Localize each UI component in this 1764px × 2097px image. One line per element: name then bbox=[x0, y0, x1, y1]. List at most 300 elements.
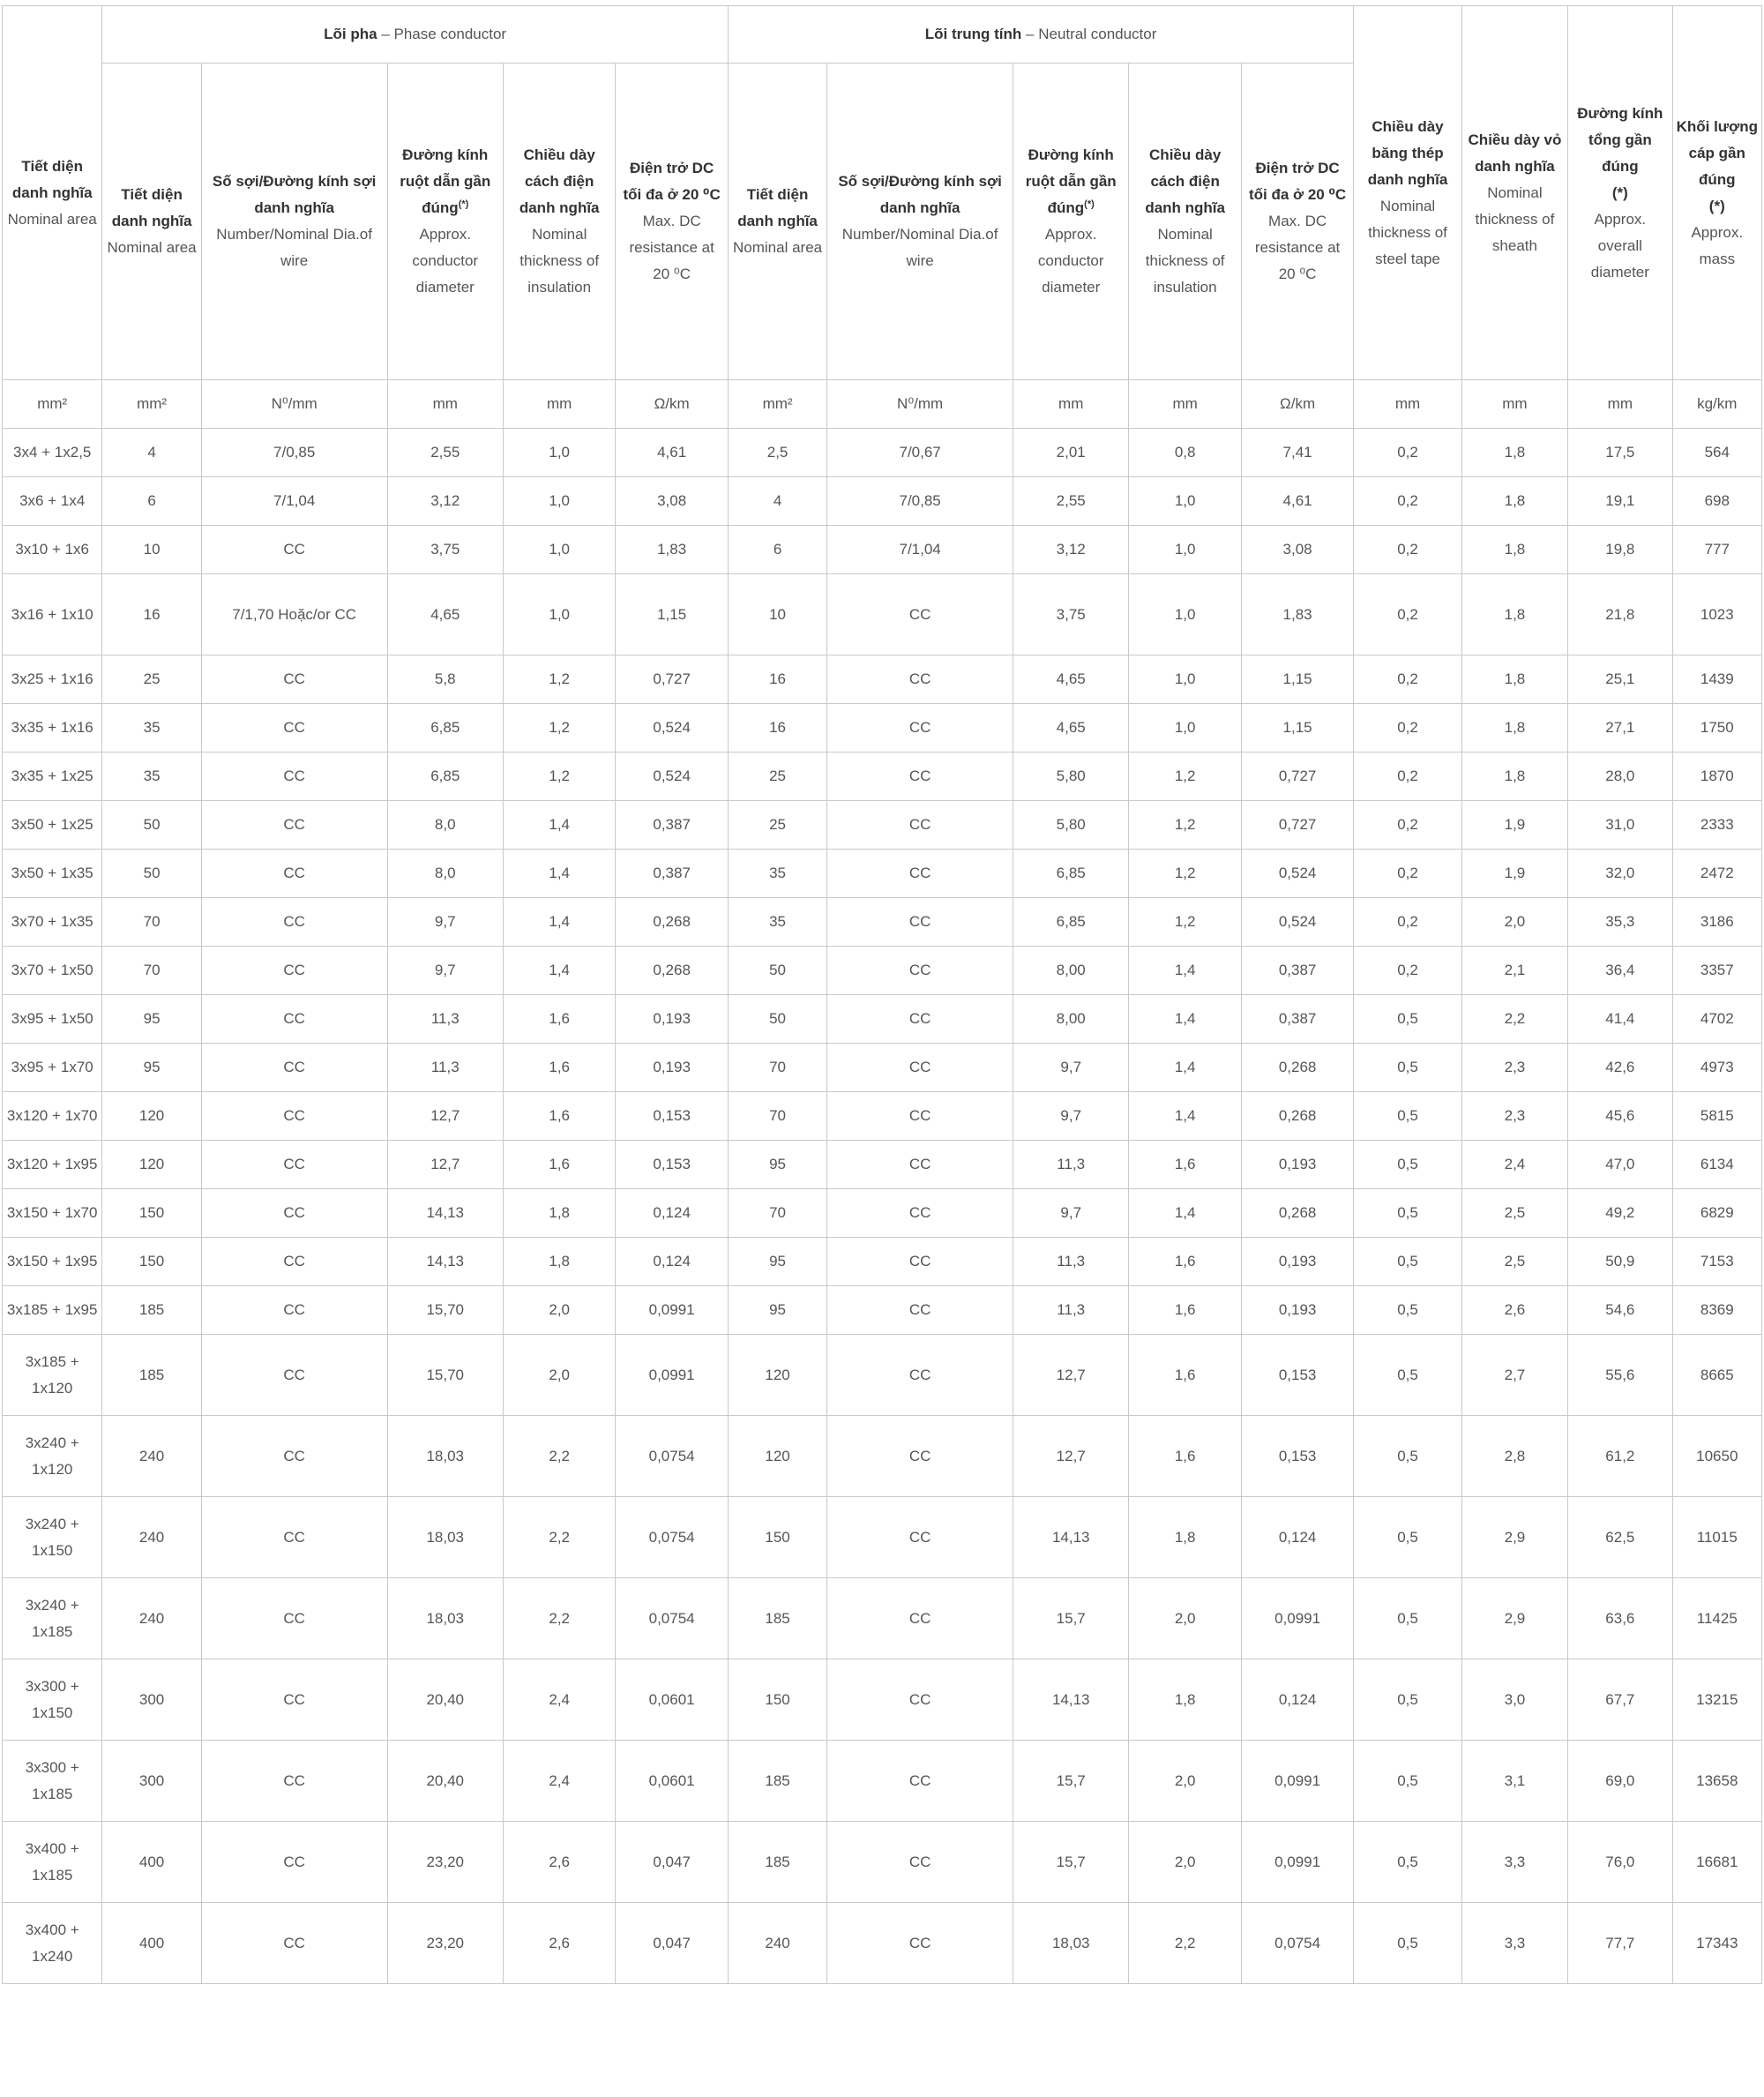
header-phase-insulation: Chiều dày cách điện danh nghĩa Nominal thickness of insulation bbox=[503, 64, 615, 380]
table-cell: 11,3 bbox=[1013, 1141, 1128, 1189]
table-cell: 0,0754 bbox=[616, 1578, 728, 1659]
table-cell: CC bbox=[827, 1141, 1013, 1189]
table-cell: 9,7 bbox=[1013, 1092, 1128, 1141]
table-cell: 185 bbox=[728, 1578, 826, 1659]
table-cell: 0,524 bbox=[616, 704, 728, 753]
table-cell: 1,8 bbox=[1461, 574, 1567, 655]
table-cell: 0,387 bbox=[1241, 995, 1353, 1044]
table-cell: 3,12 bbox=[387, 477, 503, 526]
table-cell: 185 bbox=[728, 1822, 826, 1903]
table-cell: CC bbox=[827, 1044, 1013, 1092]
table-cell: 5815 bbox=[1672, 1092, 1761, 1141]
table-cell: 15,70 bbox=[387, 1286, 503, 1335]
table-cell: 0,0754 bbox=[1241, 1903, 1353, 1984]
table-cell: 6,85 bbox=[387, 704, 503, 753]
table-cell: 70 bbox=[102, 898, 201, 947]
table-cell: 2,1 bbox=[1461, 947, 1567, 995]
table-cell: 1,8 bbox=[1129, 1497, 1241, 1578]
table-cell: 3x400 + 1x185 bbox=[3, 1822, 102, 1903]
table-cell: 25,1 bbox=[1568, 655, 1672, 704]
table-cell: 76,0 bbox=[1568, 1822, 1672, 1903]
table-cell: 1,8 bbox=[1461, 753, 1567, 801]
table-cell: 50 bbox=[728, 995, 826, 1044]
table-cell: 10 bbox=[102, 526, 201, 574]
table-cell: 2,0 bbox=[1461, 898, 1567, 947]
table-cell: 0,047 bbox=[616, 1822, 728, 1903]
header-phase-area: Tiết diện danh nghĩa Nominal area bbox=[102, 64, 201, 380]
table-cell: 5,80 bbox=[1013, 753, 1128, 801]
table-cell: CC bbox=[827, 1659, 1013, 1741]
table-cell: 0,727 bbox=[1241, 753, 1353, 801]
table-cell: 4,61 bbox=[1241, 477, 1353, 526]
table-cell: 35,3 bbox=[1568, 898, 1672, 947]
table-cell: 12,7 bbox=[387, 1092, 503, 1141]
table-cell: 42,6 bbox=[1568, 1044, 1672, 1092]
table-cell: 2,5 bbox=[1461, 1189, 1567, 1238]
table-cell: 8369 bbox=[1672, 1286, 1761, 1335]
table-cell: 120 bbox=[728, 1416, 826, 1497]
table-cell: 0,268 bbox=[1241, 1092, 1353, 1141]
table-cell: CC bbox=[827, 1335, 1013, 1416]
table-cell: 1,6 bbox=[1129, 1416, 1241, 1497]
table-cell: CC bbox=[827, 801, 1013, 850]
table-cell: 1,4 bbox=[1129, 1092, 1241, 1141]
table-cell: 777 bbox=[1672, 526, 1761, 574]
table-cell: 0,124 bbox=[1241, 1659, 1353, 1741]
table-cell: 0,524 bbox=[1241, 850, 1353, 898]
table-cell: 120 bbox=[102, 1092, 201, 1141]
table-cell: 3x95 + 1x70 bbox=[3, 1044, 102, 1092]
table-cell: 0,5 bbox=[1354, 1822, 1461, 1903]
table-cell: 2,5 bbox=[728, 429, 826, 477]
table-cell: 25 bbox=[728, 753, 826, 801]
table-cell: CC bbox=[827, 704, 1013, 753]
table-cell: 5,8 bbox=[387, 655, 503, 704]
table-cell: 2,0 bbox=[1129, 1741, 1241, 1822]
table-cell: 0,5 bbox=[1354, 1335, 1461, 1416]
table-cell: CC bbox=[827, 1092, 1013, 1141]
table-cell: 1,83 bbox=[616, 526, 728, 574]
table-cell: 2,4 bbox=[503, 1741, 615, 1822]
table-row bbox=[3, 850, 1762, 898]
header-neutral-insulation: Chiều dày cách điện danh nghĩa Nominal thickness of insulation bbox=[1129, 64, 1241, 380]
table-cell: 3x4 + 1x2,5 bbox=[3, 429, 102, 477]
table-cell: 3,1 bbox=[1461, 1741, 1567, 1822]
table-cell: 3,08 bbox=[1241, 526, 1353, 574]
unit-cell: Ω/km bbox=[1241, 380, 1353, 429]
table-cell: 7/0,85 bbox=[201, 429, 387, 477]
header-neutral-area: Tiết diện danh nghĩa Nominal area bbox=[728, 64, 826, 380]
table-cell: 18,03 bbox=[387, 1497, 503, 1578]
table-cell: 0,193 bbox=[1241, 1141, 1353, 1189]
table-cell: 16681 bbox=[1672, 1822, 1761, 1903]
table-cell: 12,7 bbox=[1013, 1416, 1128, 1497]
table-cell: 185 bbox=[102, 1335, 201, 1416]
table-cell: 2,4 bbox=[1461, 1141, 1567, 1189]
table-cell: 11425 bbox=[1672, 1578, 1761, 1659]
table-cell: 15,7 bbox=[1013, 1822, 1128, 1903]
table-cell: CC bbox=[201, 1044, 387, 1092]
table-cell: 1,6 bbox=[1129, 1238, 1241, 1286]
table-cell: 5,80 bbox=[1013, 801, 1128, 850]
table-cell: CC bbox=[201, 1335, 387, 1416]
table-cell: 4973 bbox=[1672, 1044, 1761, 1092]
table-cell: 3x400 + 1x240 bbox=[3, 1903, 102, 1984]
table-cell: 300 bbox=[102, 1659, 201, 1741]
table-cell: 35 bbox=[728, 850, 826, 898]
table-cell: CC bbox=[827, 1189, 1013, 1238]
unit-cell: N⁰/mm bbox=[201, 380, 387, 429]
table-cell: CC bbox=[827, 850, 1013, 898]
table-cell: 6,85 bbox=[1013, 898, 1128, 947]
table-cell: 0,8 bbox=[1129, 429, 1241, 477]
table-cell: 2,9 bbox=[1461, 1497, 1567, 1578]
table-cell: 17,5 bbox=[1568, 429, 1672, 477]
table-cell: 1,8 bbox=[503, 1189, 615, 1238]
table-cell: 0,153 bbox=[616, 1141, 728, 1189]
table-cell: 0,387 bbox=[1241, 947, 1353, 995]
table-cell: 70 bbox=[728, 1189, 826, 1238]
header-neutral-wires: Số sợi/Đường kính sợi danh nghĩa Number/Nominal Dia.of wire bbox=[827, 64, 1013, 380]
table-row bbox=[3, 1044, 1762, 1092]
table-cell: 0,124 bbox=[1241, 1497, 1353, 1578]
table-cell: 1,0 bbox=[1129, 526, 1241, 574]
table-cell: 9,7 bbox=[1013, 1044, 1128, 1092]
table-cell: 4,65 bbox=[387, 574, 503, 655]
table-cell: 2,4 bbox=[503, 1659, 615, 1741]
header-steel-tape: Chiều dày băng thép danh nghĩa Nominal thickness of steel tape bbox=[1354, 6, 1461, 380]
table-cell: 6134 bbox=[1672, 1141, 1761, 1189]
table-cell: 4,65 bbox=[1013, 704, 1128, 753]
table-cell: 11,3 bbox=[387, 1044, 503, 1092]
table-row bbox=[3, 526, 1762, 574]
table-cell: 0,2 bbox=[1354, 947, 1461, 995]
table-cell: 3x240 + 1x150 bbox=[3, 1497, 102, 1578]
unit-cell: mm bbox=[503, 380, 615, 429]
table-cell: 11,3 bbox=[387, 995, 503, 1044]
table-cell: 3x150 + 1x70 bbox=[3, 1189, 102, 1238]
table-cell: 0,5 bbox=[1354, 1741, 1461, 1822]
table-cell: 0,5 bbox=[1354, 1238, 1461, 1286]
table-cell: 240 bbox=[728, 1903, 826, 1984]
table-cell: 2,55 bbox=[387, 429, 503, 477]
table-cell: 1,15 bbox=[1241, 704, 1353, 753]
table-cell: 0,524 bbox=[1241, 898, 1353, 947]
table-cell: 61,2 bbox=[1568, 1416, 1672, 1497]
header-neutral-conductor-diameter: Đường kính ruột dẫn gần đúng(*) Approx. conductor diameter bbox=[1013, 64, 1128, 380]
table-cell: 0,5 bbox=[1354, 1189, 1461, 1238]
table-cell: CC bbox=[827, 1286, 1013, 1335]
header-mass: Khối lượng cáp gần đúng (*) Approx. mass bbox=[1672, 6, 1761, 380]
table-row bbox=[3, 1189, 1762, 1238]
table-cell: 2,0 bbox=[503, 1286, 615, 1335]
table-row bbox=[3, 1141, 1762, 1189]
unit-cell: mm² bbox=[728, 380, 826, 429]
table-cell: 0,153 bbox=[616, 1092, 728, 1141]
table-cell: 4 bbox=[728, 477, 826, 526]
table-cell: CC bbox=[827, 753, 1013, 801]
table-cell: CC bbox=[201, 753, 387, 801]
table-cell: 11015 bbox=[1672, 1497, 1761, 1578]
table-cell: 95 bbox=[728, 1141, 826, 1189]
table-cell: 1,8 bbox=[503, 1238, 615, 1286]
table-row bbox=[3, 1497, 1762, 1578]
table-row bbox=[3, 429, 1762, 477]
table-cell: CC bbox=[201, 850, 387, 898]
table-cell: 1,0 bbox=[503, 429, 615, 477]
table-cell: 0,124 bbox=[616, 1238, 728, 1286]
table-cell: 20,40 bbox=[387, 1741, 503, 1822]
table-cell: 4,65 bbox=[1013, 655, 1128, 704]
table-cell: 1,6 bbox=[1129, 1335, 1241, 1416]
table-cell: 2,3 bbox=[1461, 1092, 1567, 1141]
table-cell: 1,2 bbox=[1129, 850, 1241, 898]
table-cell: 2,2 bbox=[1461, 995, 1567, 1044]
table-cell: 1,83 bbox=[1241, 574, 1353, 655]
table-cell: 3,75 bbox=[1013, 574, 1128, 655]
table-cell: 50 bbox=[102, 801, 201, 850]
table-cell: 1,2 bbox=[1129, 753, 1241, 801]
table-cell: 0,5 bbox=[1354, 1141, 1461, 1189]
table-cell: 70 bbox=[102, 947, 201, 995]
table-cell: 1439 bbox=[1672, 655, 1761, 704]
table-cell: 3x120 + 1x95 bbox=[3, 1141, 102, 1189]
table-cell: 1,4 bbox=[1129, 995, 1241, 1044]
table-cell: CC bbox=[201, 1903, 387, 1984]
table-cell: 1,9 bbox=[1461, 801, 1567, 850]
table-cell: 35 bbox=[102, 753, 201, 801]
table-cell: 0,2 bbox=[1354, 526, 1461, 574]
table-cell: 1023 bbox=[1672, 574, 1761, 655]
table-cell: 1,2 bbox=[503, 704, 615, 753]
table-cell: 0,0991 bbox=[1241, 1822, 1353, 1903]
table-cell: 0,193 bbox=[616, 1044, 728, 1092]
table-cell: 50,9 bbox=[1568, 1238, 1672, 1286]
table-cell: 0,5 bbox=[1354, 1416, 1461, 1497]
table-cell: 2,2 bbox=[503, 1578, 615, 1659]
table-cell: 0,5 bbox=[1354, 1044, 1461, 1092]
table-row bbox=[3, 1092, 1762, 1141]
table-row bbox=[3, 704, 1762, 753]
table-cell: 1,0 bbox=[1129, 477, 1241, 526]
table-cell: CC bbox=[201, 1416, 387, 1497]
table-cell: 150 bbox=[728, 1497, 826, 1578]
table-cell: 77,7 bbox=[1568, 1903, 1672, 1984]
unit-cell: N⁰/mm bbox=[827, 380, 1013, 429]
table-cell: 3x70 + 1x50 bbox=[3, 947, 102, 995]
table-cell: 0,0601 bbox=[616, 1659, 728, 1741]
table-cell: 8,00 bbox=[1013, 995, 1128, 1044]
table-cell: 2333 bbox=[1672, 801, 1761, 850]
table-cell: 1,4 bbox=[503, 898, 615, 947]
table-cell: 1870 bbox=[1672, 753, 1761, 801]
table-cell: 2,2 bbox=[503, 1416, 615, 1497]
table-cell: 4702 bbox=[1672, 995, 1761, 1044]
table-cell: 698 bbox=[1672, 477, 1761, 526]
table-cell: 18,03 bbox=[387, 1416, 503, 1497]
header-neutral-resistance: Điện trở DC tối đa ở 20 ⁰C Max. DC resistance at 20 ⁰C bbox=[1241, 64, 1353, 380]
table-cell: 55,6 bbox=[1568, 1335, 1672, 1416]
table-cell: 8665 bbox=[1672, 1335, 1761, 1416]
table-cell: 1,6 bbox=[503, 1092, 615, 1141]
table-cell: 564 bbox=[1672, 429, 1761, 477]
unit-cell: mm bbox=[1354, 380, 1461, 429]
table-cell: CC bbox=[827, 1741, 1013, 1822]
table-cell: 0,0754 bbox=[616, 1416, 728, 1497]
unit-cell: mm bbox=[387, 380, 503, 429]
table-cell: 3357 bbox=[1672, 947, 1761, 995]
table-cell: 95 bbox=[102, 1044, 201, 1092]
table-cell: 20,40 bbox=[387, 1659, 503, 1741]
table-cell: 10650 bbox=[1672, 1416, 1761, 1497]
table-cell: 0,2 bbox=[1354, 704, 1461, 753]
table-cell: 70 bbox=[728, 1044, 826, 1092]
table-cell: 1,8 bbox=[1461, 704, 1567, 753]
table-cell: 9,7 bbox=[387, 898, 503, 947]
table-cell: 0,5 bbox=[1354, 995, 1461, 1044]
table-cell: CC bbox=[827, 1497, 1013, 1578]
table-cell: 15,70 bbox=[387, 1335, 503, 1416]
table-cell: 45,6 bbox=[1568, 1092, 1672, 1141]
table-cell: 9,7 bbox=[387, 947, 503, 995]
table-cell: 8,0 bbox=[387, 801, 503, 850]
table-cell: 0,5 bbox=[1354, 1903, 1461, 1984]
table-cell: CC bbox=[201, 526, 387, 574]
table-row bbox=[3, 1286, 1762, 1335]
unit-cell: mm bbox=[1461, 380, 1567, 429]
table-cell: CC bbox=[201, 1141, 387, 1189]
table-row bbox=[3, 477, 1762, 526]
table-cell: 0,2 bbox=[1354, 850, 1461, 898]
table-cell: CC bbox=[827, 1578, 1013, 1659]
table-body bbox=[3, 380, 1762, 1984]
table-cell: 1,6 bbox=[503, 995, 615, 1044]
table-cell: 3,08 bbox=[616, 477, 728, 526]
table-cell: 95 bbox=[728, 1286, 826, 1335]
table-cell: 2472 bbox=[1672, 850, 1761, 898]
table-cell: 0,524 bbox=[616, 753, 728, 801]
table-cell: 1,15 bbox=[616, 574, 728, 655]
table-cell: 0,727 bbox=[616, 655, 728, 704]
table-cell: 4,61 bbox=[616, 429, 728, 477]
table-cell: 9,7 bbox=[1013, 1189, 1128, 1238]
table-cell: CC bbox=[201, 1286, 387, 1335]
table-cell: 3x300 + 1x150 bbox=[3, 1659, 102, 1741]
table-cell: 35 bbox=[102, 704, 201, 753]
table-cell: 0,193 bbox=[616, 995, 728, 1044]
table-row bbox=[3, 1659, 1762, 1741]
unit-cell: mm bbox=[1013, 380, 1128, 429]
table-row bbox=[3, 1741, 1762, 1822]
header-neutral-group: Lõi trung tính – Neutral conductor bbox=[728, 6, 1353, 64]
table-cell: 150 bbox=[102, 1238, 201, 1286]
table-cell: 3x150 + 1x95 bbox=[3, 1238, 102, 1286]
table-cell: 41,4 bbox=[1568, 995, 1672, 1044]
table-cell: 21,8 bbox=[1568, 574, 1672, 655]
table-cell: 18,03 bbox=[1013, 1903, 1128, 1984]
table-cell: 7/1,70 Hoặc/or CC bbox=[201, 574, 387, 655]
table-cell: 0,5 bbox=[1354, 1497, 1461, 1578]
table-cell: 25 bbox=[102, 655, 201, 704]
table-cell: 0,124 bbox=[616, 1189, 728, 1238]
table-cell: 1,0 bbox=[503, 526, 615, 574]
table-cell: 0,193 bbox=[1241, 1238, 1353, 1286]
table-cell: CC bbox=[827, 1822, 1013, 1903]
table-cell: 400 bbox=[102, 1903, 201, 1984]
table-cell: 0,047 bbox=[616, 1903, 728, 1984]
table-row bbox=[3, 947, 1762, 995]
table-row bbox=[3, 1238, 1762, 1286]
table-cell: 0,387 bbox=[616, 850, 728, 898]
table-cell: 2,9 bbox=[1461, 1578, 1567, 1659]
table-cell: 2,0 bbox=[1129, 1578, 1241, 1659]
table-cell: 70 bbox=[728, 1092, 826, 1141]
table-cell: 400 bbox=[102, 1822, 201, 1903]
table-cell: 3x300 + 1x185 bbox=[3, 1741, 102, 1822]
unit-cell: mm bbox=[1129, 380, 1241, 429]
table-cell: 1,4 bbox=[503, 801, 615, 850]
table-cell: 14,13 bbox=[1013, 1497, 1128, 1578]
table-cell: 12,7 bbox=[387, 1141, 503, 1189]
table-cell: 19,1 bbox=[1568, 477, 1672, 526]
table-cell: 185 bbox=[728, 1741, 826, 1822]
table-cell: 3,0 bbox=[1461, 1659, 1567, 1741]
header-phase-conductor-diameter: Đường kính ruột dẫn gần đúng(*) Approx. conductor diameter bbox=[387, 64, 503, 380]
table-cell: 63,6 bbox=[1568, 1578, 1672, 1659]
table-cell: 1,8 bbox=[1461, 655, 1567, 704]
table-cell: 2,6 bbox=[503, 1903, 615, 1984]
table-cell: 6,85 bbox=[387, 753, 503, 801]
table-cell: 120 bbox=[102, 1141, 201, 1189]
table-cell: 1,2 bbox=[503, 753, 615, 801]
table-cell: CC bbox=[201, 947, 387, 995]
table-cell: 11,3 bbox=[1013, 1238, 1128, 1286]
table-row bbox=[3, 1416, 1762, 1497]
table-cell: 27,1 bbox=[1568, 704, 1672, 753]
table-cell: 3x50 + 1x35 bbox=[3, 850, 102, 898]
table-cell: 1,9 bbox=[1461, 850, 1567, 898]
table-cell: 0,0754 bbox=[616, 1497, 728, 1578]
table-row bbox=[3, 898, 1762, 947]
table-cell: 1,0 bbox=[1129, 574, 1241, 655]
table-cell: 32,0 bbox=[1568, 850, 1672, 898]
table-cell: 0,268 bbox=[616, 898, 728, 947]
table-cell: 0,2 bbox=[1354, 574, 1461, 655]
table-cell: 62,5 bbox=[1568, 1497, 1672, 1578]
table-cell: CC bbox=[201, 1578, 387, 1659]
table-cell: 1,0 bbox=[1129, 655, 1241, 704]
table-cell: CC bbox=[827, 1416, 1013, 1497]
table-cell: 3x240 + 1x120 bbox=[3, 1416, 102, 1497]
table-cell: 0,0991 bbox=[1241, 1578, 1353, 1659]
table-cell: 2,2 bbox=[1129, 1903, 1241, 1984]
table-cell: 13215 bbox=[1672, 1659, 1761, 1741]
table-cell: 1,4 bbox=[1129, 1189, 1241, 1238]
table-cell: 4 bbox=[102, 429, 201, 477]
table-cell: 0,0991 bbox=[616, 1286, 728, 1335]
table-cell: 1,0 bbox=[503, 574, 615, 655]
table-cell: 3,3 bbox=[1461, 1903, 1567, 1984]
table-cell: 50 bbox=[728, 947, 826, 995]
table-cell: 10 bbox=[728, 574, 826, 655]
table-cell: 0,727 bbox=[1241, 801, 1353, 850]
table-cell: 1,8 bbox=[1461, 477, 1567, 526]
header-sheath: Chiều dày vỏ danh nghĩa Nominal thickness of sheath bbox=[1461, 6, 1567, 380]
table-cell: 16 bbox=[728, 655, 826, 704]
table-cell: 1,2 bbox=[503, 655, 615, 704]
table-cell: 2,55 bbox=[1013, 477, 1128, 526]
table-cell: 0,268 bbox=[1241, 1189, 1353, 1238]
